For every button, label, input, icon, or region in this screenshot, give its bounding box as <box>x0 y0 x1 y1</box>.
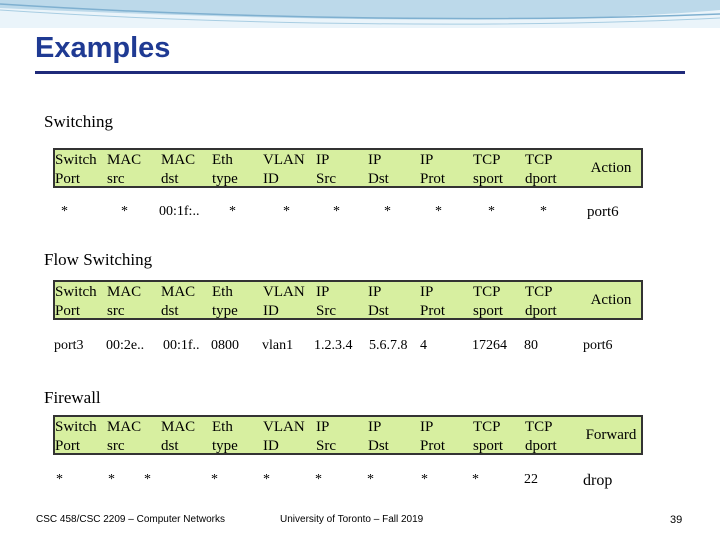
header-eth-type: Eth type <box>212 419 238 454</box>
value-vlan-id: * <box>263 472 270 487</box>
header-switch-port: Switch Port <box>55 284 97 319</box>
value-tcp-dport: * <box>540 204 547 219</box>
header-tcp-sport: TCP sport <box>473 419 503 454</box>
header-tcp-dport: TCP dport <box>525 284 557 319</box>
value-vlan-id: vlan1 <box>262 338 294 353</box>
value-mac-src: 00:2e.. <box>106 338 145 353</box>
flow-switching-header-table <box>53 280 643 320</box>
header-mac-src: MAC src <box>107 284 142 319</box>
value-tcp-sport: * <box>488 204 495 219</box>
header-ip-src: IP Src <box>316 419 336 454</box>
value-action: drop <box>583 472 613 489</box>
header-ip-dst: IP Dst <box>368 419 389 454</box>
header-tcp-sport: TCP sport <box>473 284 503 319</box>
switching-header-table <box>53 148 643 188</box>
value-switch-port: port3 <box>54 338 84 353</box>
header-eth-type: Eth type <box>212 152 238 187</box>
header-switch-port: Switch Port <box>55 419 97 454</box>
header-tcp-dport: TCP dport <box>525 419 557 454</box>
top-decorative-band <box>0 0 720 28</box>
header-ip-prot: IP Prot <box>420 152 446 187</box>
firewall-header-table <box>53 415 643 455</box>
header-mac-dst: MAC dst <box>161 419 196 454</box>
value-mac-src: * <box>108 472 115 487</box>
switching-values-row <box>0 204 720 228</box>
value-mac-dst: 00:1f.. <box>163 338 200 353</box>
value-ip-prot: 4 <box>420 338 427 353</box>
header-forward: Forward <box>585 426 637 443</box>
value-tcp-sport: 17264 <box>472 338 507 353</box>
header-eth-type: Eth type <box>212 284 238 319</box>
header-switch-port: Switch Port <box>55 152 97 187</box>
header-mac-dst: MAC dst <box>161 152 196 187</box>
value-tcp-sport: * <box>472 472 479 487</box>
firewall-values-row <box>0 472 720 496</box>
value-mac-src: * <box>121 204 128 219</box>
header-vlan-id: VLAN ID <box>263 419 305 454</box>
value-tcp-dport: 22 <box>524 472 538 487</box>
value-ip-src: * <box>333 204 340 219</box>
value-eth-type: 0800 <box>211 338 239 353</box>
header-ip-dst: IP Dst <box>368 284 389 319</box>
value-ip-src: * <box>315 472 322 487</box>
header-action: Action <box>590 159 632 176</box>
value-ip-src: 1.2.3.4 <box>314 338 353 353</box>
header-ip-prot: IP Prot <box>420 284 446 319</box>
header-vlan-id: VLAN ID <box>263 284 305 319</box>
header-mac-src: MAC src <box>107 152 142 187</box>
page-number: 39 <box>670 514 683 526</box>
header-mac-src: MAC src <box>107 419 142 454</box>
flow-switching-values-row <box>0 338 720 362</box>
section-label-switching: Switching <box>44 112 113 131</box>
header-vlan-id: VLAN ID <box>263 152 305 187</box>
header-tcp-sport: TCP sport <box>473 152 503 187</box>
value-action: port6 <box>583 338 613 353</box>
header-ip-dst: IP Dst <box>368 152 389 187</box>
value-ip-dst: 5.6.7.8 <box>369 338 408 353</box>
header-ip-prot: IP Prot <box>420 419 446 454</box>
value-ip-dst: * <box>367 472 374 487</box>
header-ip-src: IP Src <box>316 152 336 187</box>
header-ip-src: IP Src <box>316 284 336 319</box>
value-ip-prot: * <box>435 204 442 219</box>
title-underline <box>35 71 685 74</box>
value-action: port6 <box>587 204 619 220</box>
value-switch-port: * <box>56 472 63 487</box>
value-tcp-dport: 80 <box>524 338 538 353</box>
footer-university: University of Toronto – Fall 2019 <box>280 514 424 525</box>
value-ip-dst: * <box>384 204 391 219</box>
value-eth-type: * <box>211 472 218 487</box>
header-action: Action <box>590 291 632 308</box>
slide-title: Examples <box>35 32 171 64</box>
header-tcp-dport: TCP dport <box>525 152 557 187</box>
value-ip-prot: * <box>421 472 428 487</box>
value-mac-dst: * <box>144 472 151 487</box>
footer-course: CSC 458/CSC 2209 – Computer Networks <box>36 514 225 525</box>
section-label-firewall: Firewall <box>44 388 101 407</box>
header-mac-dst: MAC dst <box>161 284 196 319</box>
value-mac-dst: 00:1f:.. <box>159 204 200 219</box>
value-switch-port: * <box>61 204 68 219</box>
value-eth-type: * <box>229 204 236 219</box>
section-label-flow-switching: Flow Switching <box>44 250 153 269</box>
value-vlan-id: * <box>283 204 290 219</box>
